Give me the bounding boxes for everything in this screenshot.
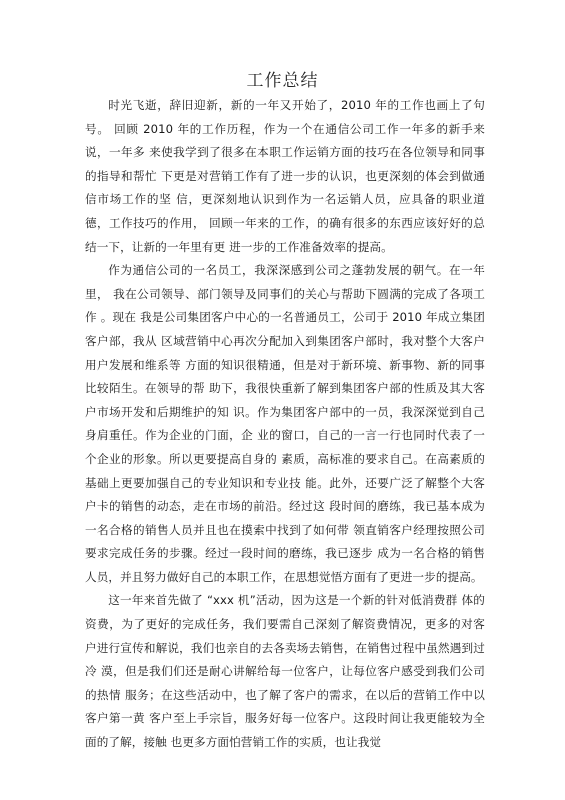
paragraph-3: 这一年来首先做了 “xxx 机”活动，因为这是一个新的针对低消费群 体的资费，为了更好的完成任务，我们要需自己深刻了解资费情况，更多的对客 户进行宣传和解说，我们也亲自的去各卖场去销售，在销售过程中虽然遇到过冷 漠，但是我们们还是耐心讲解给每一位客户，让每位客户感受到我们公司的热情 服务；在这些活动中，也了解了客户的需求，在以后的营销工作中以客户第一黄 客户至上手宗旨，服务好每一位客户。这段时间让我更能较为全面的了解，接触 也更多方面怕营销工作的实质，也让我觉	[85, 593, 485, 750]
paragraph-1: 时光飞逝，辞旧迎新，新的一年又开始了，2010 年的工作也画上了句号。 回顾 2010 年的工作历程，作为一个在通信公司工作一年多的新手来说，一年多 来使我学到了很多在本职工作运销方面的技巧在各位领导和同事的指导和帮忙 下更是对营销工作有了进一步的认识，也更深刻的体会到做通信市场工作的坚 信，更深刻地认识到作为一名运销人员，应具备的职业道德，工作技巧的作用， 回顾一年来的工作，的确有很多的东西应该好好的总结一下，让新的一年里有更 进一步的工作准备效率的提高。	[85, 98, 485, 254]
document-title: 工作总结	[246, 71, 319, 91]
document-body	[85, 94, 485, 755]
paragraph-2: 作为通信公司的一名员工，我深深感到公司之蓬勃发展的朝气。在一年里， 我在公司领导、部门领导及同事们的关心与帮助下圆满的完成了各项工作 。现在 我是公司集团客户中心的一名普通员工，公司于 2010 年成立集团客户部，我从 区域营销中心再次分配加入到集团客户部时，我对整个大客户用户发展和维系等 方面的知识很精通，但是对于新环境、新事物、新的同事比较陌生。在领导的帮 助下，我很快重新了解到集团客户部的性质及其大客户市场开发和后期维护的知 识。作为集团客户部中的一员，我深深觉到自己身肩重任。作为企业的门面，企 业的窗口，自己的一言一行也同时代表了一个企业的形象。所以更要提高自身的 素质，高标准的要求自己。在高素质的基础上更要加强自己的专业知识和专业技 能。此外，还要广泛了解整个大客户卡的销售的动态，走在市场的前沿。经过这 段时间的磨练，我已基本成为一名合格的销售人员并且也在摸索中找到了如何带 领直销客户经理按照公司要求完成任务的步骤。经过一段时间的磨练，我已逐步 成为一名合格的销售人员，并且努力做好自己的本职工作，在思想觉悟方面有了更进一步的提高。	[85, 263, 485, 584]
